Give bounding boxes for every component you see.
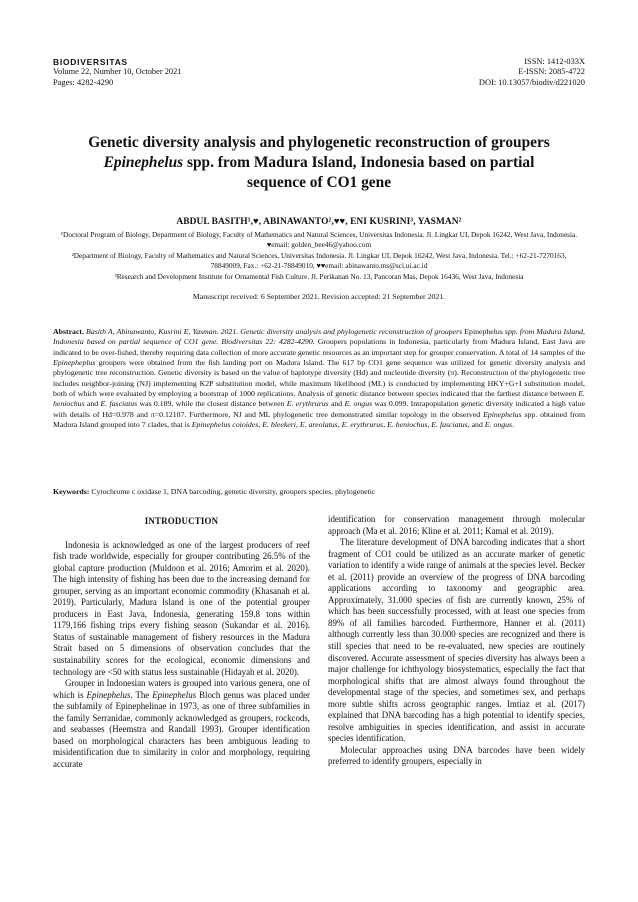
- title-genus: Epinephelus: [103, 154, 184, 172]
- genus-name: Epinephelus: [152, 689, 197, 700]
- abstract-part: Groupers populations in Indonesia, particularly from Madura Island, East Java are indicated to be over-fished, thereby requiring data collection of more accurate genetic resources as an important step for grouper conservation. A total of 14 samples of the: [53, 337, 586, 357]
- abstract-part: ,: [383, 420, 388, 430]
- doi: DOI: 10.13057/biodiv/d221020: [478, 77, 585, 87]
- section-heading-introduction: INTRODUCTION: [144, 516, 219, 526]
- abstract-part: groupers were obtained from the fish landing port on Madura Island. The 617 bp CO1 gene sequence was utilized for genetic diversity analysis and phylogenetic tree reconstruction. Genetic diversity is based on the value of haplotype diversity (Hd) and nucleotide diversity (π). Reconstruction of the phylogenetic tree includes neighbor-joining (NJ) implementing K2P substitution model, while maximum likelihood (ML) is conducted by implementing HKY+G+I substitution model, both of which were evaluated by employing a bootstrap of 1000 replications. Analysis of genetic distance between species indicated that the farthest distance between: [53, 358, 585, 399]
- intro-paragraph-1: Indonesia is acknowledged as one of the largest producers of reef fish trade worldwide, especially for grouper contributing 26.5% of the global capture production (Muldoon et al. 2016; Amorim et al. 2020). The high intensity of fishing has been due to the increasing demand for grouper, serving as an important economic commodity (Khasanah et al. 2019). Particularly, Madura Island is one of the potential grouper producers in East Java, Indonesia, generating 159.8 tons within 1179,166 fishing trips every fishing season (Sukandar et al. 2016). Status of sustainable management of fishery resources in the Madura Strait based on 5 dimensions of observation concludes that the sustainability scores for the ecological, economic dimensions and technology are <50 with status less sustainable (Hidayah et al. 2020).: [53, 539, 310, 677]
- intro-paragraph-4: Molecular approaches using DNA barcodes have been widely preferred to identify groupers, especially in: [328, 744, 585, 767]
- intro-paragraph-2: [53, 678, 310, 770]
- article-title: [53, 133, 585, 194]
- abstract-part: ,: [295, 420, 300, 430]
- author-list: ABDUL BASITH¹,♥, ABINAWANTO²,♥♥, ENI KUSRINI³, YASMAN²: [176, 217, 462, 227]
- affiliation-2: ²Department of Biology, Faculty of Mathematics and Natural Sciences, Universitas Indonesia. Jl. Lingkar UI, Depok 16242, West Java, Indonesia. Tel.: +62-21-7270163, 78849009, Fax.: +62-21-78849010, ♥♥email: abinawanto.ms@sci.ui.ac.id: [71, 250, 567, 271]
- abstract-label: Abstract.: [53, 327, 84, 336]
- abstract-genus: Epinephelus: [464, 327, 503, 336]
- abstract-citation: Basith A, Abinawanto, Kusrini E, Yasman. 2021. Genetic diversity analysis and phylogenetic reconstruction of groupers: [83, 327, 465, 336]
- abstract-part: and: [84, 399, 101, 409]
- abstract-genus: Epinepheplus: [53, 358, 96, 368]
- intro-paragraph-3: The literature development of DNA barcoding indicates that a short fragment of CO1 could be utilized as an accurate marker of genetic variation to identify a wide range of animals at the species level. Becker et al. (2011) provide an overview of the progress of DNA barcoding applications according to taxonomy and geographic area. Approximately, 31.000 species of fish are currently known, 25% of which has been successfully processed, with at least one species from 89% of all families barcoded. Furthermore, Hanner et al. (2011) although currently less than 30.000 species are recognized and there is still species that need to be re-evaluated, new species are routinely discovered. Accurate assessment of species diversity has always been a major challenge for ichthyology biosystematics, especially the fact that morphological shifts that are almost always found throughout the developmental stage of the species, and sometimes sex, and perhaps more subtle shifts across geographic ranges. Imtiaz et al. (2017) explained that DNA barcoding has a high potential to identify species, resolve ambiguities in species identification, and assist in accurate species identification.: [328, 537, 585, 744]
- species-name: E. bleekeri: [262, 420, 296, 430]
- header-left: [53, 57, 181, 88]
- journal-volume: Volume 22, Number 10, October 2021: [53, 67, 182, 77]
- abstract-genus: Epinephelus: [483, 409, 522, 419]
- abstract-part: ,: [337, 420, 342, 430]
- affiliation-1: ¹Doctoral Program of Biology, Department of Biology, Faculty of Mathematics and Natural Sciences, Universitas Indonesia. Jl. Lingkar UI, Depok 16242, West Java, Indonesia. ♥email: golden_bee46@yahoo.com: [60, 230, 578, 250]
- species-name: E. areolatus: [299, 420, 338, 430]
- intro-paragraph-2-cont: identification for conservation management through molecular approach (Ma et al. 2016; Kline et al. 2011; Kamal et al. 2019).: [328, 514, 585, 536]
- title-line-2: [53, 153, 585, 173]
- journal-name: BIODIVERSITAS: [53, 57, 128, 67]
- journal-pages: Pages: 4282-4290: [53, 77, 114, 87]
- species-name: E. ongus: [484, 420, 513, 430]
- species-name: Epinephelus coioides: [191, 420, 259, 430]
- species-name: E. erythrurus: [286, 399, 329, 409]
- manuscript-dates: Manuscript received: 6 September 2021. Revision accepted: 21 September 2021.: [192, 292, 446, 301]
- keywords: [53, 487, 585, 496]
- abstract-part: and: [328, 399, 345, 409]
- keywords-label: Keywords:: [53, 487, 90, 496]
- species-name: E. erythrurus: [341, 420, 384, 430]
- eissn: E-ISSN: 2085-4722: [518, 67, 585, 77]
- abstract-citation-2: spp. from Madura Island, Indonesia based on partial sequence of CO1 gene. Biodiversitas 22: 4282-4290.: [53, 327, 585, 347]
- abstract-part: was 0.189, while the closest distance between: [137, 399, 287, 409]
- issn: ISSN: 1412-033X: [524, 57, 585, 66]
- abstract-text: [53, 327, 585, 430]
- title-line-2-rest: spp. from Madura Island, Indonesia based on partial: [183, 154, 535, 172]
- species-name: E. fasciatus: [431, 420, 468, 430]
- species-name: E. heniochus: [53, 389, 585, 409]
- abstract: [53, 327, 585, 430]
- title-line-3: sequence of CO1 gene: [246, 174, 392, 192]
- species-name: E. fasciatus: [100, 399, 138, 409]
- species-name: E. ongus: [344, 399, 373, 409]
- abstract-part: .: [512, 420, 515, 430]
- title-line-1: Genetic diversity analysis and phylogenetic reconstruction of groupers: [88, 134, 550, 151]
- paragraph-part: Grouper in Indonesian waters is grouped into various genera, one of which is: [53, 678, 310, 700]
- species-name: E. heniochus: [387, 420, 428, 430]
- column-right: [328, 514, 585, 768]
- keywords-text: Cytochrome c oxidase 1, DNA barcoding, genetic diversity, groupers species, phylogenetic: [89, 487, 376, 496]
- abstract-part: ,: [258, 420, 263, 430]
- abstract-part: was 0.099. Intrapopulation genetic diversity indicated a high value with details of Hd=0.978 and π=0.12107. Furthermore, NJ and ML phylogenetic tree demonstrated similar topology in the observed: [53, 399, 586, 419]
- genus-name: Epinephelus: [86, 689, 131, 700]
- paragraph-part: . The: [130, 689, 153, 700]
- column-left: [53, 514, 310, 770]
- abstract-part: ,: [427, 420, 432, 430]
- paragraph-part: Bloch genus was placed under the subfamily of Epinephelinae in 1973, as one of three subfamilies in the family Serranidae, commonly acknowledged as groupers, rockcods, and seabasses (Heemstra and Randall 1993). Grouper identification based on morphological characters has been ambiguous leading to misidentification due to similarity in color and morphology, requiring accurate: [53, 689, 311, 769]
- header-right: [479, 57, 585, 88]
- abstract-part: spp. obtained from Madura Island grouped into 7 clades, that is: [53, 409, 586, 430]
- abstract-part: , and: [467, 420, 485, 430]
- affiliation-3: ³Research and Development Institute for Ornamental Fish Culture. Jl. Perikanan No. 13, Pancoran Mas, Depok 16436, West Java, Indonesia: [114, 271, 524, 281]
- affiliations: [60, 230, 578, 282]
